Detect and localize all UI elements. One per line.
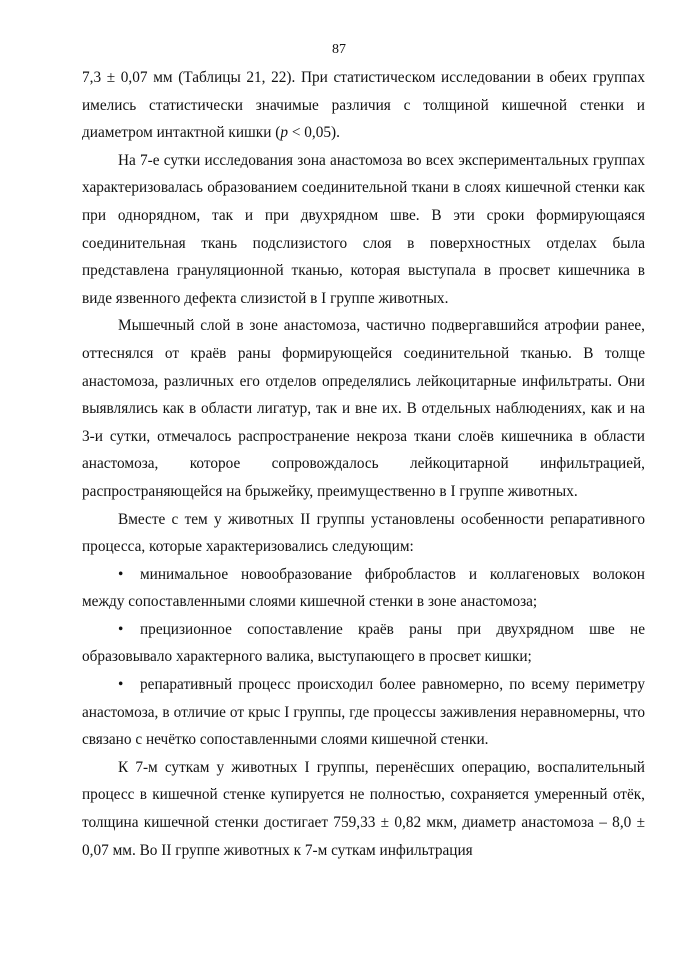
list-item [82,671,645,754]
p-value-symbol: p [280,124,288,142]
document-body [82,64,645,864]
list-item-text: репаративный процесс происходил более равномерно, по всему периметру анастомоза, в отличие от крыс I группы, где процессы заживления неравномерны, что связано с нечётко сопоставленными слоями кишечной стенки. [82,676,645,749]
bullet-icon: • [118,676,124,694]
page-number: 87 [332,42,346,57]
list-item [82,561,645,616]
paragraph-5: К 7-м суткам у животных I группы, перенёсших операцию, воспалительный процесс в кишечной стенке купируется не полностью, сохраняется умеренный отёк, толщина кишечной стенки достигает 759,33 ± 0,82 мкм, диаметр анастомоза – 8,0 ± 0,07 мм. Во II группе животных к 7-м суткам инфильтрация [82,758,645,859]
paragraph-1 [82,64,645,147]
paragraph-2: На 7-е сутки исследования зона анастомоза во всех экспериментальных группах характеризовалась образованием соединительной ткани в слоях кишечной стенки как при однорядном, так и при двухрядном шве. В эти сроки формирующаяся соединительная ткань подслизистого слоя в поверхностных отделах была представлена грануляционной тканью, которая выступала в просвет кишечника в виде язвенного дефекта слизистой в I группе животных. [82,151,645,307]
bullet-icon: • [118,565,124,583]
list-item-text: прецизионное сопоставление краёв раны при двухрядном шве не образовывало характерного валика, выступающего в просвет кишки; [82,620,645,666]
paragraph-1-end: < 0,05). [288,124,340,142]
paragraph-1-text: 7,3 ± 0,07 мм (Таблицы 21, 22). При статистическом исследовании в обеих группах имелись статистически значимые различия с толщиной кишечной стенки и диаметром интактной кишки ( [82,69,645,142]
list-item [82,616,645,671]
paragraph-4: Вместе с тем у животных II группы установлены особенности репаративного процесса, которые характеризовались следующим: [82,510,645,556]
paragraph-3: Мышечный слой в зоне анастомоза, частично подвергавшийся атрофии ранее, оттеснялся от краёв раны формирующейся соединительной тканью. В толще анастомоза, различных его отделов определялись лейкоцитарные инфильтраты. Они выявлялись как в области лигатур, так и вне их. В отдельных наблюдениях, как и на 3-и сутки, отмечалось распространение некроза ткани слоёв кишечника в области анастомоза, которое сопровождалось лейкоцитарной инфильтрацией, распространяющейся на брыжейку, преимущественно в I группе животных. [82,317,645,500]
list-item-text: минимальное новообразование фибробластов и коллагеновых волокон между сопоставленными слоями кишечной стенки в зоне анастомоза; [82,565,645,611]
bullet-icon: • [118,620,124,638]
